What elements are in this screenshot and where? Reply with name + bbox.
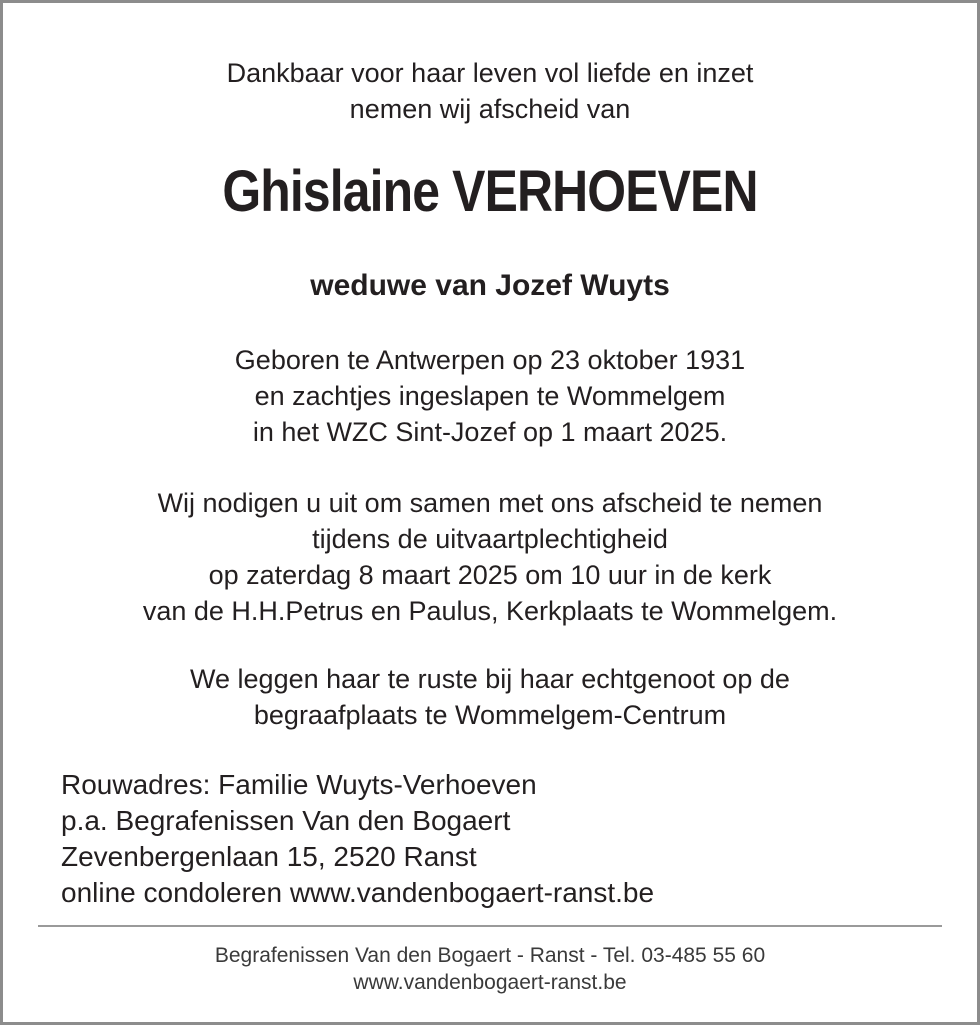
invitation-line-1: Wij nodigen u uit om samen met ons afscheid te nemen [157, 488, 823, 518]
deceased-name: Ghislaine VERHOEVEN [222, 159, 758, 224]
birth-line-2: en zachtjes ingeslapen te Wommelgem [254, 381, 726, 411]
burial-line-2: begraafplaats te Wommelgem-Centrum [253, 700, 727, 730]
mourning-address [61, 767, 654, 911]
footer-contact: Begrafenissen Van den Bogaert - Ranst - Tel. 03-485 55 60 [214, 944, 766, 967]
invitation-line-3: op zaterdag 8 maart 2025 om 10 uur in de kerk [208, 560, 772, 590]
burial-details [3, 661, 977, 733]
invitation-line-2: tijdens de uitvaartplechtigheid [312, 524, 668, 554]
burial-line-1: We leggen haar te ruste bij haar echtgenoot op de [190, 664, 790, 694]
birth-line-1: Geboren te Antwerpen op 23 oktober 1931 [234, 345, 746, 375]
invitation-line-4: van de H.H.Petrus en Paulus, Kerkplaats te Wommelgem. [142, 596, 838, 626]
intro-line-1: Dankbaar voor haar leven vol liefde en inzet [226, 58, 754, 88]
address-line-2: p.a. Begrafenissen Van den Bogaert [61, 805, 511, 836]
address-line-1: Rouwadres: Familie Wuyts-Verhoeven [61, 769, 537, 800]
deceased-subtitle: weduwe van Jozef Wuyts [310, 269, 670, 302]
intro-line-2: nemen wij afscheid van [349, 94, 631, 124]
funeral-invitation [3, 485, 977, 629]
funeral-home-footer [3, 942, 977, 996]
footer-divider [38, 925, 942, 927]
birth-death-details [3, 342, 977, 450]
birth-line-3: in het WZC Sint-Jozef op 1 maart 2025. [252, 417, 728, 447]
address-line-3: Zevenbergenlaan 15, 2520 Ranst [61, 841, 477, 872]
footer-website-link[interactable]: www.vandenbogaert-ranst.be [353, 971, 627, 994]
intro-text [3, 55, 977, 127]
condolence-link[interactable]: online condoleren www.vandenbogaert-ranst.be [61, 877, 655, 908]
